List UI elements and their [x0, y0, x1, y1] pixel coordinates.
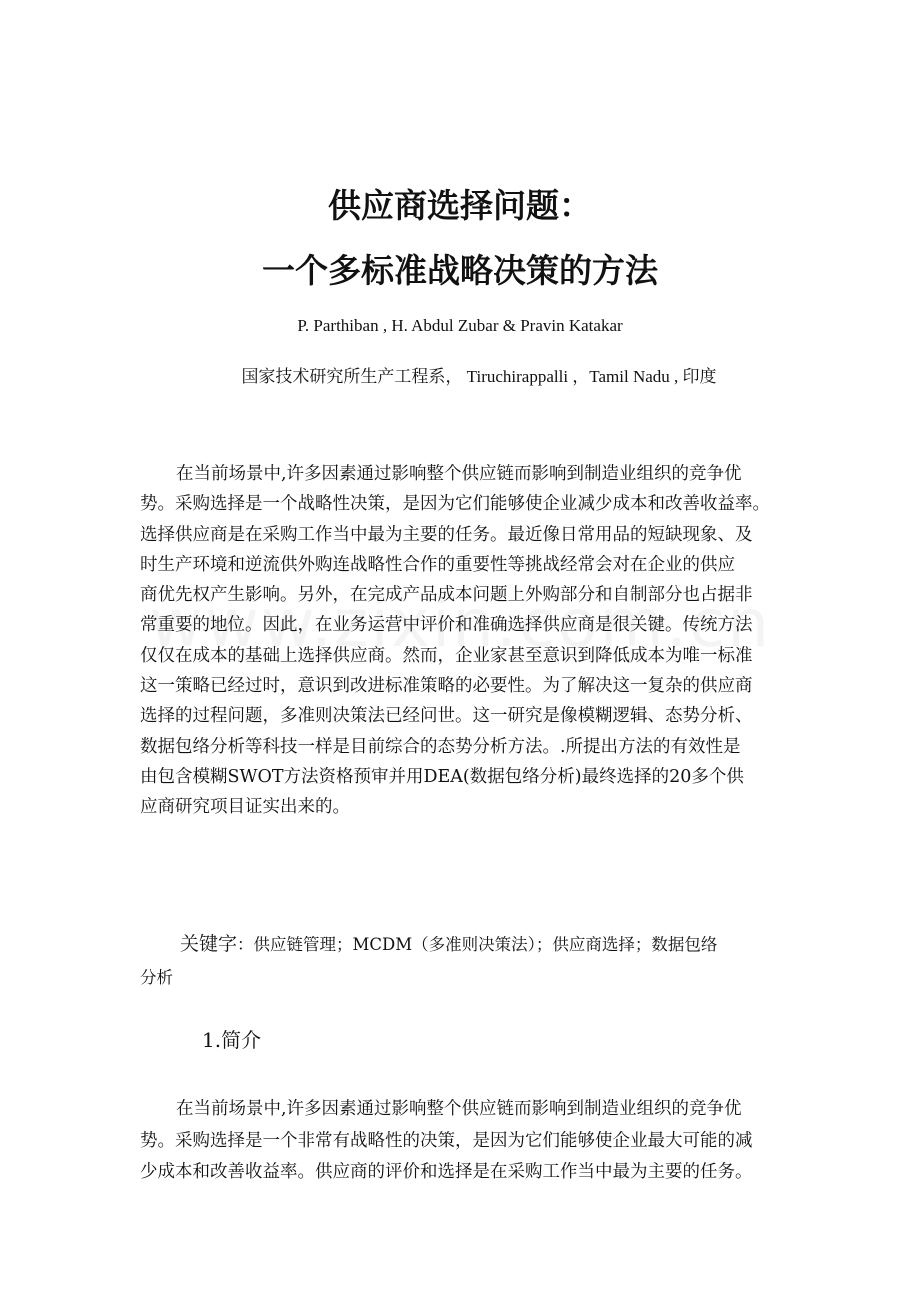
intro-line: 少成本和改善收益率。供应商的评价和选择是在采购工作当中最为主要的任务。	[140, 1162, 753, 1182]
abstract-line: 商优先权产生影响。另外，在完成产品成本问题上外购部分和自制部分也占据非	[140, 585, 753, 606]
paper-title-line-2: 一个多标准战略决策的方法	[262, 251, 658, 290]
abstract-line: 数据包络分析等科技一样是目前综合的态势分析方法。.所提出方法的有效性是	[140, 736, 741, 757]
keywords-line-continued: 分析	[140, 968, 173, 987]
abstract-line: 选择的过程问题，多准则决策法已经问世。这一研究是像模糊逻辑、态势分析、	[140, 706, 753, 727]
abstract-line: 势。采购选择是一个战略性决策，是因为它们能够使企业减少成本和改善收益率。	[140, 494, 770, 515]
author-list: P. Parthiban , H. Abdul Zubar & Pravin Katakar	[297, 316, 623, 335]
abstract-line: 这一策略已经过时，意识到改进标准策略的必要性。为了解决这一复杂的供应商	[140, 676, 753, 697]
abstract-line: 在当前场景中,许多因素通过影响整个供应链而影响到制造业组织的竞争优	[176, 464, 742, 484]
abstract-line: 应商研究项目证实出来的。	[140, 797, 350, 818]
abstract-paragraph	[140, 459, 796, 823]
abstract-line: 时生产环境和逆流供外购连战略性合作的重要性等挑战经常会对在企业的供应	[140, 554, 735, 575]
keywords-text: ：供应链管理；MCDM（多准则决策法）；供应商选择；数据包络	[237, 935, 718, 954]
author-affiliation: 国家技术研究所生产工程系， Tiruchirappalli ，Tamil Nadu , 印度	[241, 367, 717, 386]
paper-title-line-1: 供应商选择问题：	[328, 186, 592, 225]
intro-line: 在当前场景中,许多因素通过影响整个供应链而影响到制造业组织的竞争优	[176, 1099, 742, 1119]
abstract-line: 选择供应商是在采购工作当中最为主要的任务。最近像日常用品的短缺现象、及	[140, 524, 753, 545]
keywords-label: 关键字	[180, 933, 238, 955]
keywords-block	[140, 927, 796, 995]
abstract-line: 由包含模糊SWOT方法资格预审并用DEA(数据包络分析)最终选择的20多个供	[140, 766, 744, 787]
introduction-paragraph	[140, 1094, 796, 1189]
keywords-line	[140, 927, 796, 961]
abstract-line: 仅仅在成本的基础上选择供应商。然而，企业家甚至意识到降低成本为唯一标准	[140, 645, 753, 666]
abstract-line: 常重要的地位。因此，在业务运营中评价和准确选择供应商是很关键。传统方法	[140, 615, 753, 636]
section-heading-introduction: 1.简介	[202, 1028, 262, 1052]
intro-line: 势。采购选择是一个非常有战略性的决策，是因为它们能够使企业最大可能的减	[140, 1130, 753, 1151]
